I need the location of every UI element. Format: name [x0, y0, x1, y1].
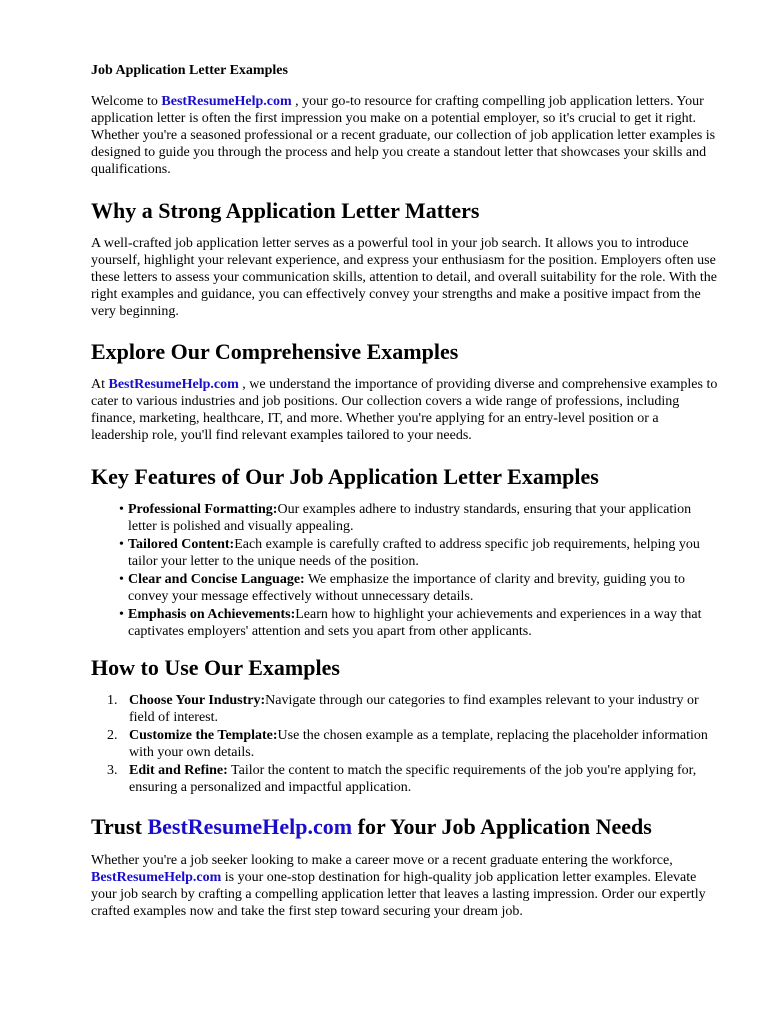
brand-link-explore[interactable]: BestResumeHelp.com — [108, 377, 239, 392]
heading-features: Key Features of Our Job Application Letter Examples — [91, 464, 599, 489]
steps-list — [91, 692, 718, 796]
bullet-icon: • — [119, 572, 124, 587]
heading-why: Why a Strong Application Letter Matters — [91, 198, 480, 223]
step-text: Navigate through our categories to find examples relevant to your industry or field of interest. — [129, 693, 699, 725]
list-item — [107, 762, 718, 796]
feature-label: Clear and Concise Language: — [128, 572, 305, 587]
feature-label: Professional Formatting: — [128, 502, 278, 517]
step-label: Choose Your Industry: — [129, 693, 266, 708]
trust-paragraph — [91, 852, 718, 920]
explore-paragraph — [91, 376, 718, 444]
features-list — [91, 501, 718, 640]
trust-heading-end: for Your Job Application Needs — [352, 814, 652, 839]
explore-text-end: , we understand the importance of providing diverse and comprehensive examples to cater to various industries and job positions. Our collection covers a wide range of professions, including finance, marketing, healthcare, IT, and more. Whether you're applying for an entry-level position or a leadership role, you'll find relevant examples tailored to your needs. — [91, 377, 718, 443]
step-label: Customize the Template: — [129, 728, 278, 743]
intro-paragraph — [91, 93, 718, 178]
feature-text: Each example is carefully crafted to address specific job requirements, helping you tailor your letter to the unique needs of the position. — [128, 537, 700, 569]
intro-text-start: Welcome to — [91, 94, 162, 109]
list-item — [107, 727, 718, 761]
bullet-icon: • — [119, 537, 124, 552]
intro-text-end: , your go-to resource for crafting compelling job application letters. Your application letter is often the first impression you make on a potential employer, so it's crucial to get it right. Whether you're a seasoned professional or a recent graduate, our collection of job application letter examples is designed to guide you through the process and help you create a standout letter that showcases your skills and qualifications. — [91, 94, 716, 177]
heading-trust — [91, 814, 718, 840]
trust-text-end: is your one-stop destination for high-quality job application letter examples. Elevate your job search by crafting a compelling application letter that leaves a lasting impression. Order our expertly crafted examples now and take the first step toward securing your dream job. — [91, 870, 706, 919]
list-item — [119, 501, 718, 535]
feature-text: We emphasize the importance of clarity and brevity, guiding you to convey your message effectively without unnecessary details. — [128, 572, 685, 604]
list-item — [119, 536, 718, 570]
bullet-icon: • — [119, 607, 124, 622]
step-text: Use the chosen example as a template, replacing the placeholder information with your own details. — [129, 728, 708, 760]
heading-explore: Explore Our Comprehensive Examples — [91, 339, 459, 364]
step-number: 1. — [107, 693, 118, 708]
list-item — [107, 692, 718, 726]
why-paragraph: A well-crafted job application letter serves as a powerful tool in your job search. It allows you to introduce yourself, highlight your relevant experience, and express your enthusiasm for the position. Employers often use these letters to assess your communication skills, attention to detail, and overall suitability for the role. With the right examples and guidance, you can effectively convey your strengths and make a positive impact from the very beginning. — [91, 236, 717, 319]
feature-label: Emphasis on Achievements: — [128, 607, 296, 622]
step-text: Tailor the content to match the specific requirements of the job you're applying for, ensuring a personalized and impactful application. — [129, 763, 697, 795]
explore-text-start: At — [91, 377, 109, 392]
feature-text: Our examples adhere to industry standards, ensuring that your application letter is polished and visually appealing. — [128, 502, 692, 534]
document-title: Job Application Letter Examples — [91, 63, 288, 78]
bullet-icon: • — [119, 502, 124, 517]
heading-how-to-use: How to Use Our Examples — [91, 655, 340, 680]
brand-link-trust[interactable]: BestResumeHelp.com — [91, 870, 222, 885]
feature-text: Learn how to highlight your achievements and experiences in a way that captivates employers' attention and sets you apart from other applicants. — [128, 607, 702, 639]
step-label: Edit and Refine: — [129, 763, 228, 778]
step-number: 2. — [107, 728, 118, 743]
feature-label: Tailored Content: — [128, 537, 235, 552]
step-number: 3. — [107, 763, 118, 778]
brand-link-heading[interactable]: BestResumeHelp.com — [147, 814, 353, 839]
trust-heading-start: Trust — [91, 814, 148, 839]
list-item — [119, 571, 718, 605]
trust-text-start: Whether you're a job seeker looking to make a career move or a recent graduate entering the workforce, — [91, 853, 673, 868]
list-item — [119, 606, 718, 640]
brand-link-intro[interactable]: BestResumeHelp.com — [161, 94, 292, 109]
